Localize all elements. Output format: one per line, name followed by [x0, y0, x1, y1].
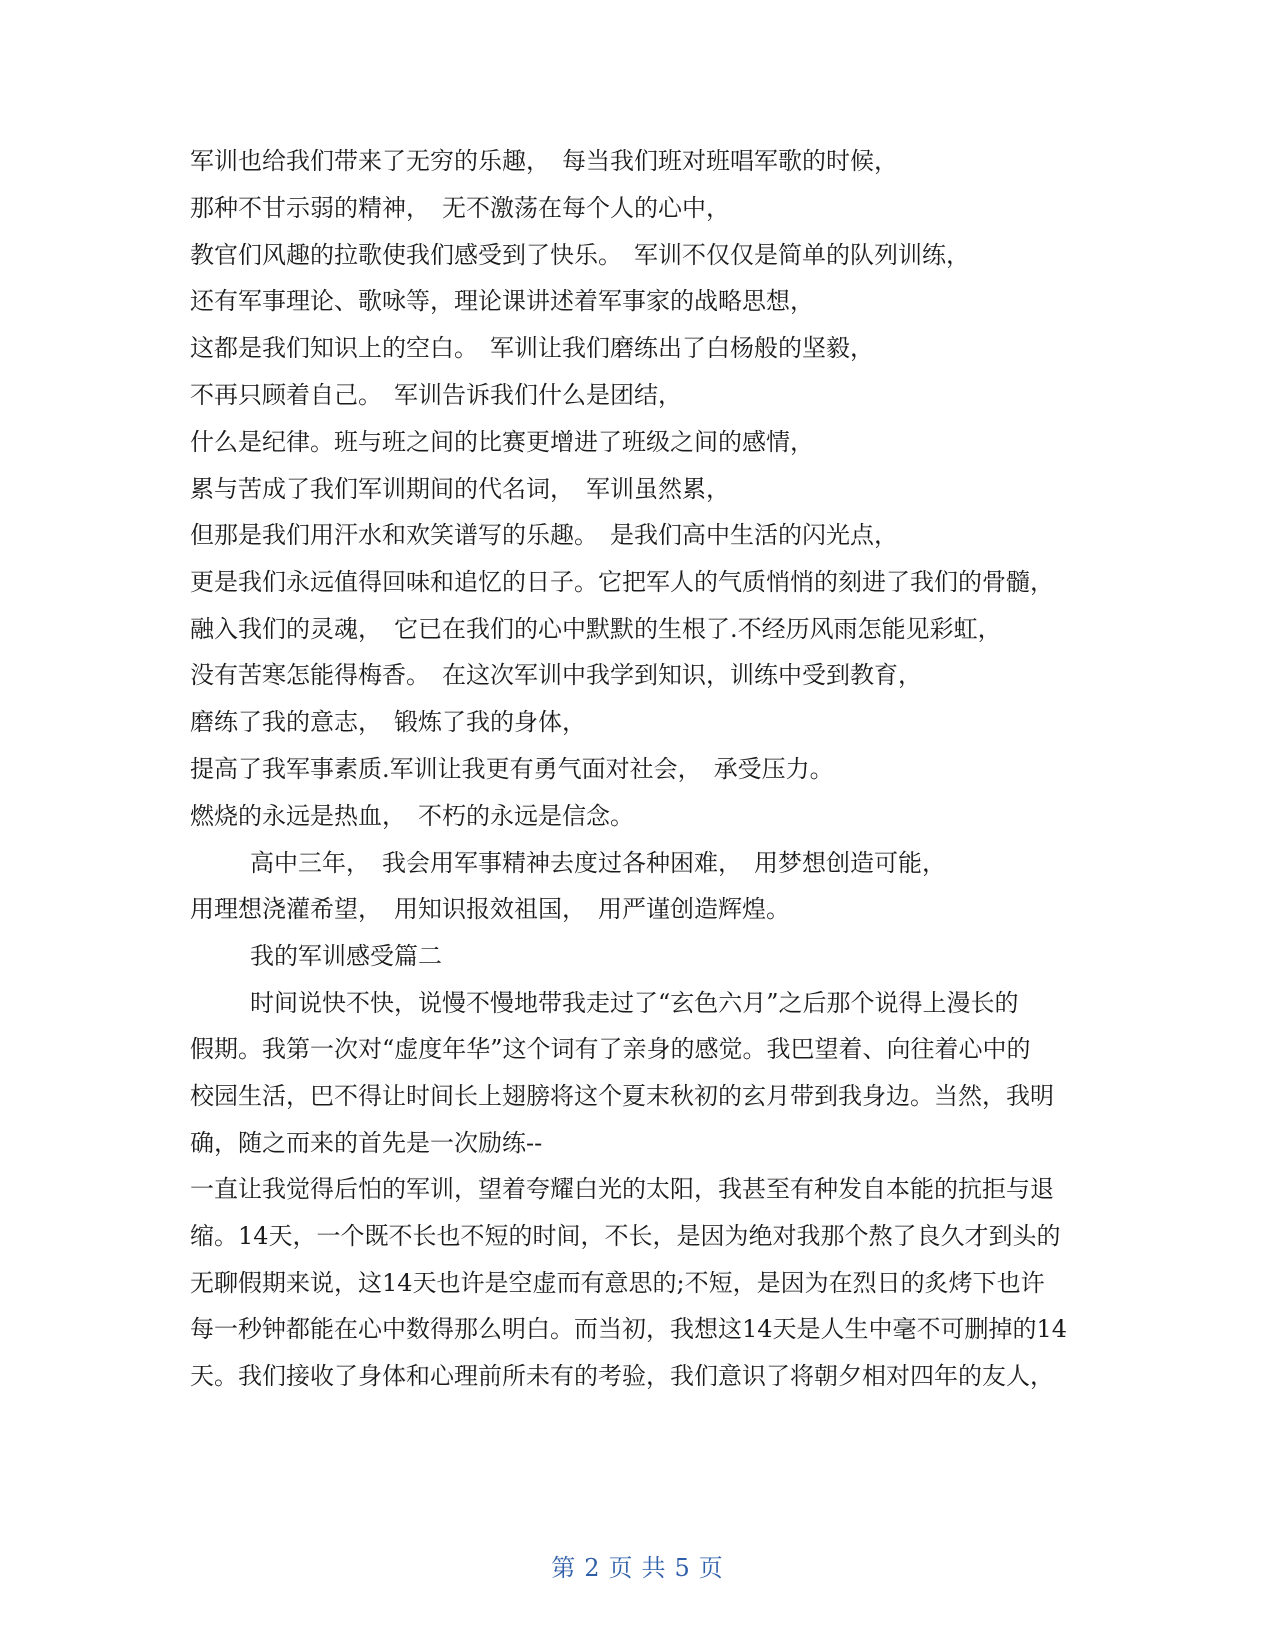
footer-page-word: 页 [608, 1554, 634, 1582]
text-line: 军训也给我们带来了无穷的乐趣， 每当我们班对班唱军歌的时候， [190, 147, 898, 175]
text-line: 用理想浇灌希望， 用知识报效祖国， 用严谨创造辉煌。 [190, 895, 790, 923]
text-line: 还有军事理论、歌咏等，理论课讲述着军事家的战略思想， [190, 287, 814, 315]
text-line: 融入我们的灵魂， 它已在我们的心中默默的生根了.不经历风雨怎能见彩虹， [190, 615, 1002, 643]
total-page-number: 5 [674, 1554, 691, 1582]
text-line: 教官们风趣的拉歌使我们感受到了快乐。 军训不仅仅是简单的队列训练， [190, 241, 970, 269]
text-line: 但那是我们用汗水和欢笑谱写的乐趣。 是我们高中生活的闪光点， [190, 521, 898, 549]
text-line: 磨练了我的意志， 锻炼了我的身体， [190, 708, 586, 736]
footer-total-word: 共 [641, 1554, 667, 1582]
page-footer [0, 1548, 1275, 1583]
text-line: 没有苦寒怎能得梅香。 在这次军训中我学到知识，训练中受到教育， [190, 661, 922, 689]
text-line: 假期。我第一次对“虚度年华”这个词有了亲身的感觉。我巴望着、向往着心中的 [190, 1035, 1031, 1063]
text-line: 天。我们接收了身体和心理前所未有的考验，我们意识了将朝夕相对四年的友人， [190, 1362, 1054, 1390]
text-line: 缩。14天，一个既不长也不短的时间，不长，是因为绝对我那个熬了良久才到头的 [190, 1222, 1061, 1250]
paragraph-start: 高中三年， 我会用军事精神去度过各种困难， 用梦想创造可能， [250, 849, 946, 877]
text-line: 确，随之而来的首先是一次励练-- [190, 1129, 543, 1157]
text-line: 更是我们永远值得回味和追忆的日子。它把军人的气质悄悄的刻进了我们的骨髓， [190, 568, 1054, 596]
current-page-number: 2 [584, 1554, 601, 1582]
text-line: 什么是纪律。班与班之间的比赛更增进了班级之间的感情， [190, 428, 814, 456]
text-line: 累与苦成了我们军训期间的代名词， 军训虽然累， [190, 475, 730, 503]
footer-suffix: 页 [698, 1554, 724, 1582]
text-line: 校园生活，巴不得让时间长上翅膀将这个夏末秋初的玄月带到我身边。当然，我明 [190, 1082, 1054, 1110]
text-line: 无聊假期来说，这14天也许是空虚而有意思的;不短，是因为在烈日的炙烤下也许 [190, 1269, 1045, 1297]
paragraph-start: 时间说快不快，说慢不慢地带我走过了“玄色六月”之后那个说得上漫长的 [250, 989, 1019, 1017]
section-heading: 我的军训感受篇二 [250, 942, 442, 970]
footer-prefix: 第 [551, 1554, 577, 1582]
text-line: 每一秒钟都能在心中数得那么明白。而当初，我想这14天是人生中毫不可删掉的14 [190, 1315, 1068, 1343]
text-line: 燃烧的永远是热血， 不朽的永远是信念。 [190, 802, 634, 830]
text-line: 那种不甘示弱的精神， 无不激荡在每个人的心中， [190, 194, 730, 222]
text-line: 不再只顾着自己。 军训告诉我们什么是团结， [190, 381, 682, 409]
text-line: 提高了我军事素质.军训让我更有勇气面对社会， 承受压力。 [190, 755, 834, 783]
text-line: 这都是我们知识上的空白。 军训让我们磨练出了白杨般的坚毅， [190, 334, 874, 362]
text-line: 一直让我觉得后怕的军训，望着夸耀白光的太阳，我甚至有种发自本能的抗拒与退 [190, 1175, 1054, 1203]
